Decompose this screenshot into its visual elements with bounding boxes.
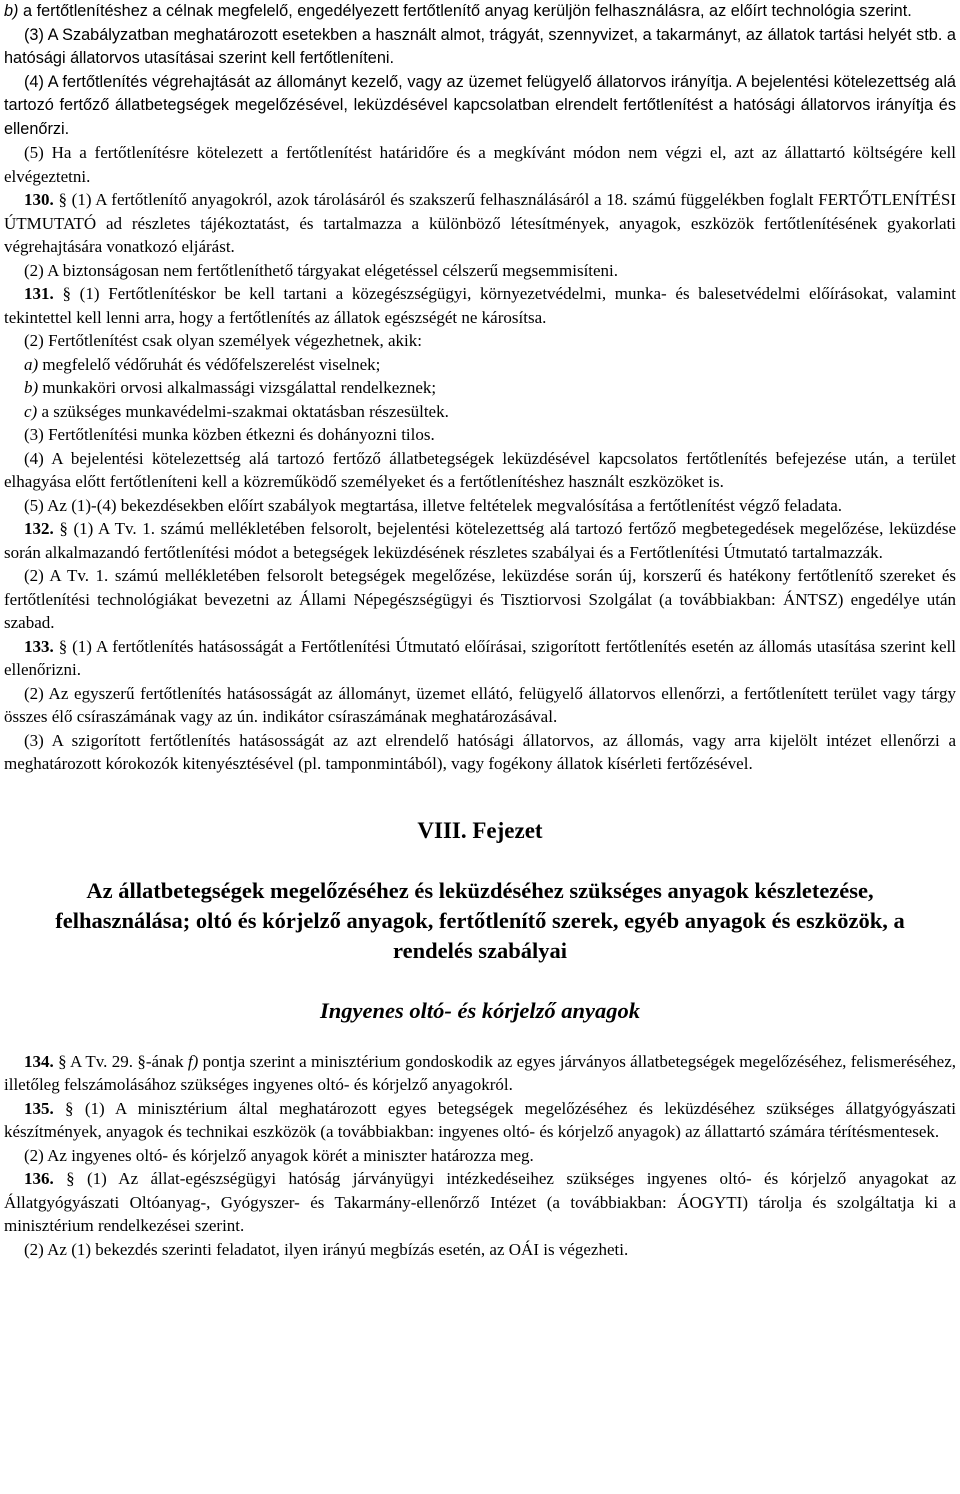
paragraph-text: § (1) A fertőtlenítő anyagokról, azok tárolásáról és szakszerű felhasználásáról a 18. számú függelékben foglalt FERTŐTLENÍTÉSI ÚTMUTATÓ ad részletes tájékoztatást, és tartalmazza a különböző létesítmények, anyagok, eszközök fertőtlenítésének gyakorlati végrehajtására vonatkozó eljárást. <box>4 190 956 256</box>
section-number: 130. <box>24 190 54 209</box>
paragraph <box>4 517 956 564</box>
document-body <box>4 0 956 776</box>
paragraph-text: § (1) A minisztérium által meghatározott egyes betegségek megelőzéséhez és leküzdéséhez szükséges állatgyógyászati készítmények, anyagok és technikai eszközök (a továbbiakban: ingyenes oltó- és kórjelző anyagok) az állattartó számára térítésmentesek. <box>4 1098 956 1141</box>
paragraph <box>4 494 956 518</box>
paragraph <box>4 564 956 635</box>
section-number: 134. <box>24 1051 54 1071</box>
section-number: 132. <box>24 519 54 538</box>
paragraph-text: (2) Fertőtlenítést csak olyan személyek végezhetnek, akik: <box>24 331 422 350</box>
document-body-continued <box>4 1050 956 1262</box>
section-number: 133. <box>24 636 54 656</box>
paragraph-text: a fertőtlenítéshez a célnak megfelelő, engedélyezett fertőtlenítő anyag kerüljön felhasználásra, az előírt technológia szerint. <box>18 2 912 20</box>
paragraph <box>4 1097 956 1144</box>
paragraph <box>4 329 956 353</box>
paragraph-text: (2) A biztonságosan nem fertőtleníthető tárgyakat elégetéssel célszerű megsemmisíteni. <box>24 260 619 280</box>
paragraph <box>4 423 956 447</box>
paragraph-text: (4) A bejelentési kötelezettség alá tartozó fertőző állatbetegségek leküzdésével kapcsolatos fertőtlenítés befejezése után, a terület elhagyása előtt fertőtleníteni kell a közreműködő személyeket és a fertőtlenítéshez használt eszközöket is. <box>4 448 956 491</box>
paragraph <box>4 1144 956 1168</box>
paragraph <box>4 1050 956 1097</box>
paragraph-text: (2) Az ingyenes oltó- és kórjelző anyagok körét a miniszter határozza meg. <box>24 1145 534 1165</box>
section-number: 131. <box>24 284 54 303</box>
paragraph-text: pontja szerint a minisztérium gondoskodik az egyes járványos állatbetegségek megelőzéséhez, felismeréséhez, illetőleg felszámolásához szükséges ingyenes oltó- és kórjelző anyagokról. <box>4 1051 956 1094</box>
paragraph-text: (4) A fertőtlenítés végrehajtását az állományt kezelő, vagy az üzemet felügyelő állatorvos irányítja. A bejelentési kötelezettség alá tartozó fertőző állatbetegségek megelőzésével, leküzdésével kapcsolatban elrendelt fertőtlenítést a hatósági állatorvos irányítja és ellenőrzi. <box>4 72 956 138</box>
list-marker: c) <box>24 401 38 421</box>
paragraph <box>4 353 956 377</box>
paragraph-text: § (1) Fertőtlenítéskor be kell tartani a közegészségügyi, környezetvédelmi, munka- és balesetvédelmi előírásokat, valamint tekintettel kell lenni arra, hogy a fertőtlenítés az állatok egészségét ne károsítsa. <box>4 284 956 327</box>
paragraph-text: § (1) A Tv. 1. számú mellékletében felsorolt, bejelentési kötelezettség alá tartozó fertőző megbetegedések megelőzése, leküzdése során alkalmazandó fertőtlenítési módot a betegségek leküzdésének részletes szabályai és a Fertőtlenítési Útmutató tartalmazzák. <box>4 519 956 562</box>
list-marker: b) <box>4 2 19 20</box>
paragraph <box>4 24 956 71</box>
section-number: 135. <box>24 1098 54 1118</box>
paragraph <box>4 376 956 400</box>
paragraph <box>4 0 956 24</box>
paragraph-text: § A Tv. 29. §-ának <box>53 1051 188 1071</box>
paragraph-text: (3) A szigorított fertőtlenítés hatásosságát az azt elrendelő hatósági állatorvos, az állomás, vagy arra kijelölt intézet ellenőrzi a meghatározott kórokozók kitenyésztésével (pl. tamponmintából), vagy fogékony állatok kísérleti fertőzésével. <box>4 730 956 773</box>
subsection-heading: Ingyenes oltó- és kórjelző anyagok <box>320 997 640 1023</box>
paragraph-text: (5) Ha a fertőtlenítésre kötelezett a fertőtlenítést határidőre és a megkívánt módon nem végzi el, azt az állattartó költségére kell elvégeztetni. <box>4 143 956 186</box>
paragraph <box>4 141 956 188</box>
paragraph <box>4 447 956 494</box>
paragraph-text: § (1) Az állat-egészségügyi hatóság járványügyi intézkedéseihez szükséges ingyenes oltó- és kórjelző anyagokat az Állatgyógyászati Oltóanyag-, Gyógyszer- és Takarmány-ellenőrző Intézet (a továbbiakban: ÁOGYTI) tárolja és szolgáltatja ki a minisztérium rendelkezései szerint. <box>4 1169 956 1235</box>
paragraph-text: (5) Az (1)-(4) bekezdésekben előírt szabályok megtartása, illetve feltételek megvalósítása a fertőtlenítést végző feladata. <box>24 495 842 515</box>
chapter-heading: VIII. Fejezet <box>417 817 543 843</box>
paragraph <box>4 71 956 142</box>
paragraph-text: (3) A Szabályzatban meghatározott esetekben a használt almot, trágyát, szennyvizet, a takarmányt, az állatok tartási helyét stb. a hatósági állatorvos utasításai szerint kell fertőtleníteni. <box>4 25 956 67</box>
list-marker: b) <box>24 378 39 397</box>
paragraph <box>4 282 956 329</box>
paragraph <box>4 682 956 729</box>
paragraph-text: munkaköri orvosi alkalmassági vizsgálattal rendelkeznek; <box>38 378 437 397</box>
paragraph-text: (2) Az egyszerű fertőtlenítés hatásosságát az állományt, üzemet ellátó, felügyelő állatorvos ellenőrzi, a fertőtlenített terület vagy tárgy összes élő csíraszámának vagy az ún. indikátor csíraszámának meghatározásával. <box>4 683 956 726</box>
document-page <box>4 0 956 1261</box>
chapter-subject-heading: Az állatbetegségek megelőzéséhez és leküzdéséhez szükséges anyagok készletezése, felhasználása; oltó és kórjelző anyagok, fertőtlenítő szerek, egyéb anyagok és eszközök, a rendelés szabályai <box>55 877 905 963</box>
paragraph <box>4 400 956 424</box>
list-marker: f) <box>187 1051 199 1071</box>
paragraph <box>4 635 956 682</box>
list-marker: a) <box>24 354 39 374</box>
paragraph <box>4 188 956 259</box>
paragraph <box>4 729 956 776</box>
paragraph-text: (2) A Tv. 1. számú mellékletében felsorolt betegségek megelőzése, leküzdése során új, korszerű és hatékony fertőtlenítő szereket és fertőtlenítési technológiákat bevezetni az Állami Népegészségügyi és Tisztiorvosi Szolgálat (a továbbiakban: ÁNTSZ) engedélye után szabad. <box>4 566 956 632</box>
paragraph-text: (3) Fertőtlenítési munka közben étkezni és dohányozni tilos. <box>24 425 435 444</box>
paragraph-text: megfelelő védőruhát és védőfelszerelést viselnek; <box>38 354 381 374</box>
paragraph-text: a szükséges munkavédelmi-szakmai oktatásban részesültek. <box>37 401 449 421</box>
paragraph <box>4 1167 956 1238</box>
paragraph <box>4 259 956 283</box>
section-number: 136. <box>24 1169 54 1188</box>
paragraph-text: § (1) A fertőtlenítés hatásosságát a Fertőtlenítési Útmutató előírásai, szigorított fertőtlenítés esetén az állomás utasítása szerint kell ellenőrizni. <box>4 636 956 679</box>
paragraph-text: (2) Az (1) bekezdés szerinti feladatot, ilyen irányú megbízás esetén, az OÁI is végezheti. <box>24 1239 629 1259</box>
paragraph <box>4 1238 956 1262</box>
